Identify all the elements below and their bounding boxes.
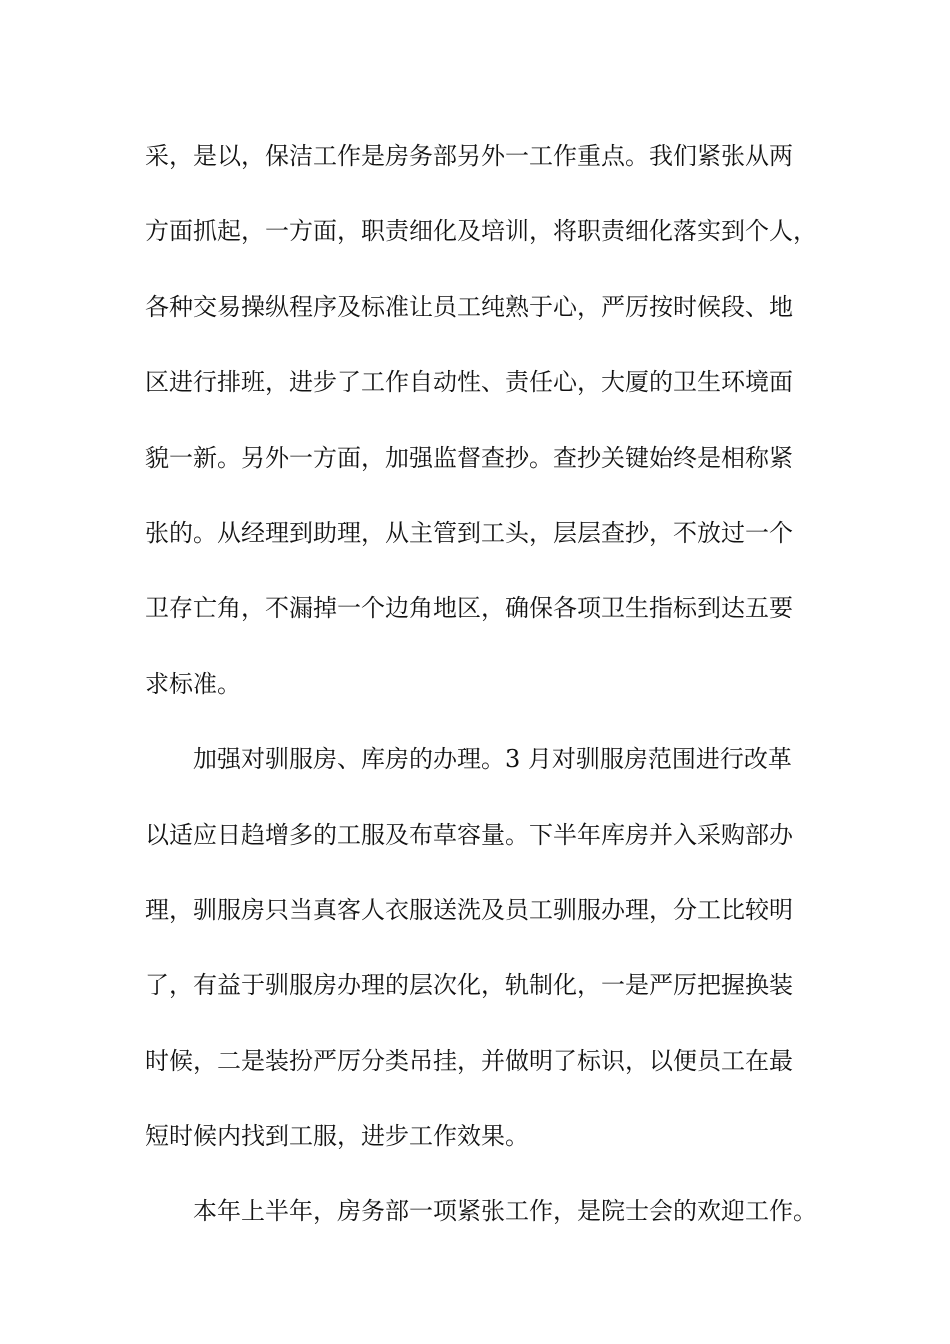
text-line: 本年上半年，房务部一项紧张工作，是院士会的欢迎工作。 — [193, 1197, 817, 1226]
text-line: 区进行排班，进步了工作自动性、责任心，大厦的卫生环境面 — [145, 368, 793, 397]
text-line: 各种交易操纵程序及标准让员工纯熟于心，严厉按时候段、地 — [145, 292, 793, 321]
text-line: 貌一新。另外一方面，加强监督查抄。查抄关键始终是相称紧 — [145, 443, 793, 472]
text-line: 了，有益于驯服房办理的层次化，轨制化，一是严厉把握换装 — [145, 971, 793, 1000]
paragraph-reception — [145, 1174, 835, 1249]
text-line: 求标准。 — [145, 669, 241, 698]
text-line: 加强对驯服房、库房的办理。3 月对驯服房范围进行改革 — [193, 745, 792, 774]
text-line: 短时候内找到工服，进步工作效果。 — [145, 1122, 529, 1151]
text-line: 方面抓起，一方面，职责细化及培训，将职责细化落实到个人， — [145, 217, 817, 246]
text-line: 卫存亡角，不漏掉一个边角地区，确保各项卫生指标到达五要 — [145, 594, 793, 623]
paragraph-uniform-room — [145, 722, 835, 1174]
text-line: 张的。从经理到助理，从主管到工头，层层查抄，不放过一个 — [145, 518, 793, 547]
text-line: 采，是以，保洁工作是房务部另外一工作重点。我们紧张从两 — [145, 142, 793, 170]
text-line: 时候，二是装扮严厉分类吊挂，并做明了标识，以便员工在最 — [145, 1046, 793, 1075]
text-line: 以适应日趋增多的工服及布草容量。下半年库房并入采购部办 — [145, 820, 793, 849]
document-body — [145, 119, 835, 1250]
paragraph-cleaning — [145, 119, 835, 722]
text-line: 理，驯服房只当真客人衣服送洗及员工驯服办理，分工比较明 — [145, 895, 793, 924]
